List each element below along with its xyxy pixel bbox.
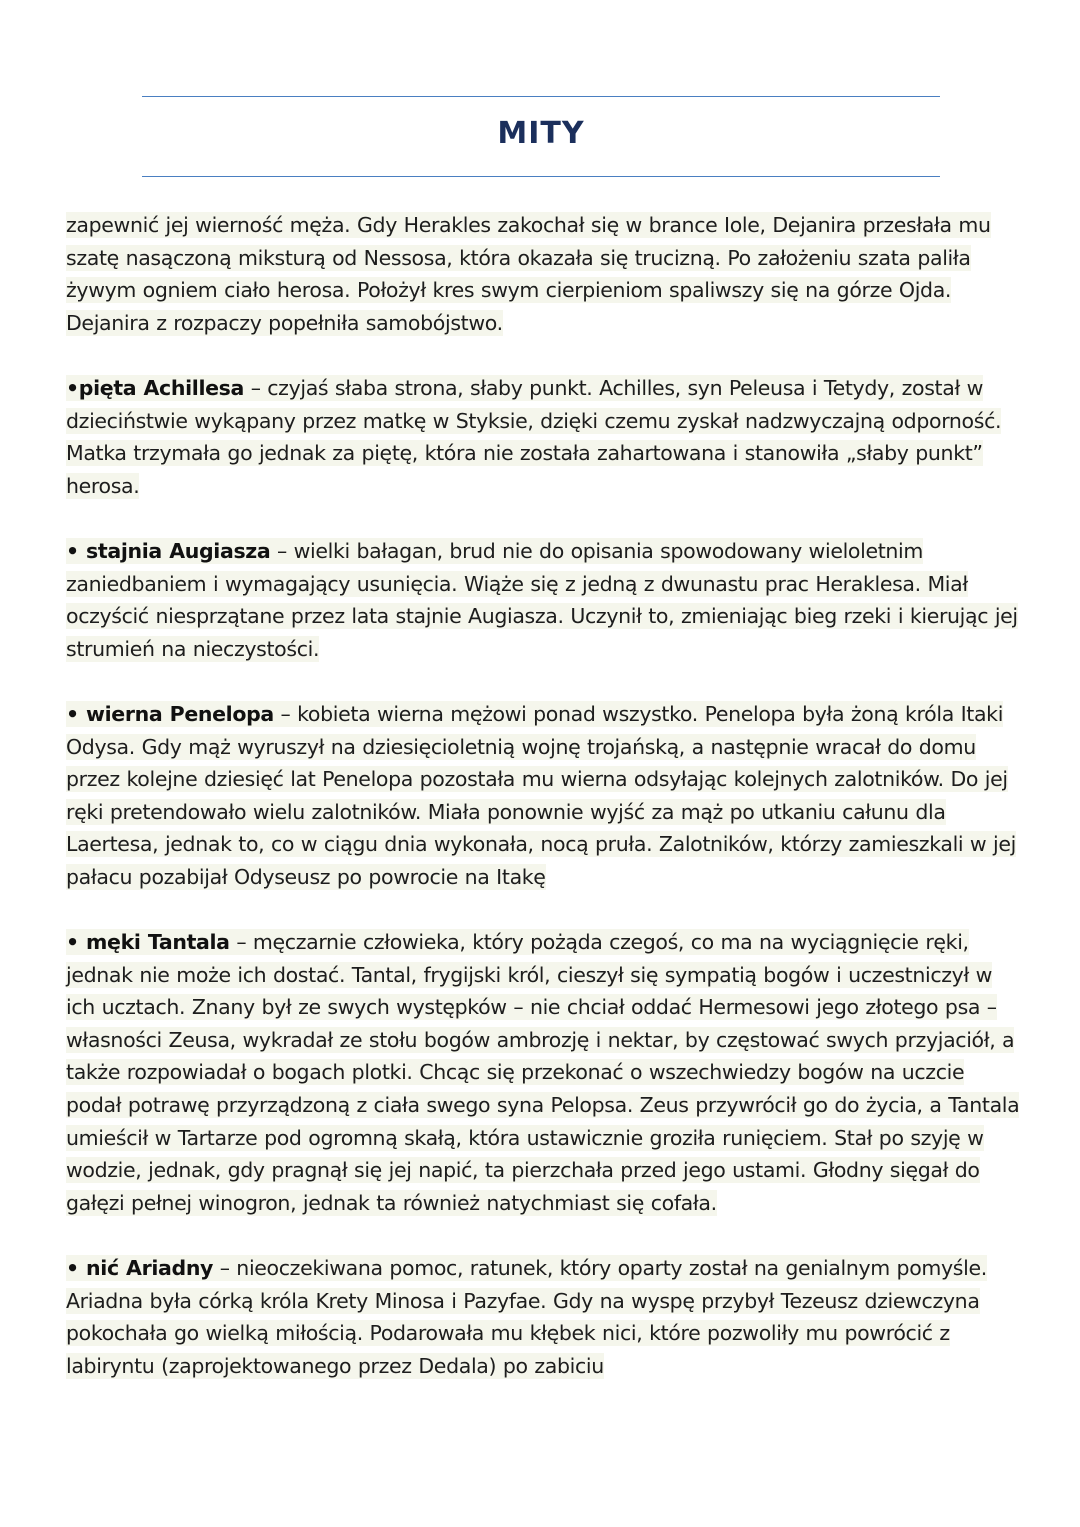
bullet-mark: • [66,1256,87,1280]
document-body [66,209,1026,1415]
entry-definition: – kobieta wierna mężowi ponad wszystko. Penelopa była żoną króla Itaki Odysa. Gdy mąż wyruszył na dziesięcioletnią wojnę trojańską, a następnie wracał do domu przez kolejne dziesięć lat Penelopa pozostała mu wierna odsyłając kolejnych zalotników. Do jej ręki pretendowało wielu zalotników. Miała ponownie wyjść za mąż po utkaniu całunu dla Laertesa, jednak to, co w ciągu dnia wykonała, nocą pruła. Zalotników, którzy zamieszkali w jej pałacu pozabijał Odyseusz po powrocie na Itakę [66,701,1016,889]
bullet-mark: • [66,701,87,726]
header-bottom-rule [142,176,940,177]
entry-meki-tantala [66,926,1026,1219]
entry-term: pięta Achillesa [78,375,245,400]
entry-term: stajnia Augiasza [86,538,271,563]
entry-definition: – czyjaś słaba strona, słaby punkt. Achilles, syn Peleusa i Tetydy, został w dzieciństwie wykąpany przez matkę w Styksie, dzięki czemu zyskał nadzwyczajną odporność. Matka trzymała go jednak za piętę, która nie została zahartowana i stanowiła „słaby punkt” herosa. [66,375,1002,498]
entry-term: męki Tantala [86,930,230,955]
entry-pieta-achillesa [66,372,1026,502]
paragraph-dejanira-continuation [66,209,1026,339]
entry-stajnia-augiasza [66,535,1026,665]
entry-definition: – nieoczekiwana pomoc, ratunek, który oparty został na genialnym pomyśle. Ariadna była córką króla Krety Minosa i Pazyfae. Gdy na wyspę przybył Tezeusz dziewczyna pokochała go wielką miłością. Podarowała mu kłębek nici, które pozwoliły mu powrócić z labiryntu (zaprojektowanego przez Dedala) po zabiciu [66,1256,987,1378]
entry-definition: – męczarnie człowieka, który pożąda czegoś, co ma na wyciągnięcie ręki, jednak nie może ich dostać. Tantal, frygijski król, cieszył się sympatią bogów i uczestniczył w ich ucztach. Znany był ze swych występków – nie chciał oddać Hermesowi jego złotego psa – własności Zeusa, wykradał ze stołu bogów ambrozję i nektar, by częstować swych przyjaciół, a także rozpowiadał o bogach plotki. Chcąc się przekonać o wszechwiedzy bogów na uczcie podał potrawę przyrządzoną z ciała swego syna Pelopsa. Zeus przywrócił go do życia, a Tantala umieścił w Tartarze pod ogromną skałą, która ustawicznie groziła runięciem. Stał po szyję w wodzie, jednak, gdy pragnął się jej napić, ta pierzchała przed jego ustami. Głodny sięgał do gałęzi pełnej winogron, jednak ta również natychmiast się cofała. [66,930,1020,1215]
entry-definition: – wielki bałagan, brud nie do opisania spowodowany wieloletnim zaniedbaniem i wymagający usunięcia. Wiąże się z jedną z dwunastu prac Heraklesa. Miał oczyścić niesprzątane przez lata stajnie Augiasza. Uczynił to, zmieniając bieg rzeki i kierując jej strumień na nieczystości. [66,538,1018,661]
bullet-mark: • [66,930,87,955]
page-header [142,96,940,178]
paragraph-text: zapewnić jej wierność męża. Gdy Herakles zakochał się w brance Iole, Dejanira przesłała mu szatę nasączoną miksturą od Nessosa, która okazała się trucizną. Po założeniu szata paliła żywym ogniem ciało herosa. Położył kres swym cierpieniom spaliwszy się na górze Ojda. Dejanira z rozpaczy popełniła samobójstwo. [66,213,991,335]
bullet-mark: • [66,538,87,563]
entry-term: wierna Penelopa [86,701,274,726]
entry-nic-ariadny [66,1252,1026,1382]
page-title: MITY [497,116,585,151]
header-top-rule [142,96,940,97]
entry-term: nić Ariadny [86,1256,214,1280]
entry-wierna-penelopa [66,698,1026,894]
bullet-mark: • [66,375,79,400]
